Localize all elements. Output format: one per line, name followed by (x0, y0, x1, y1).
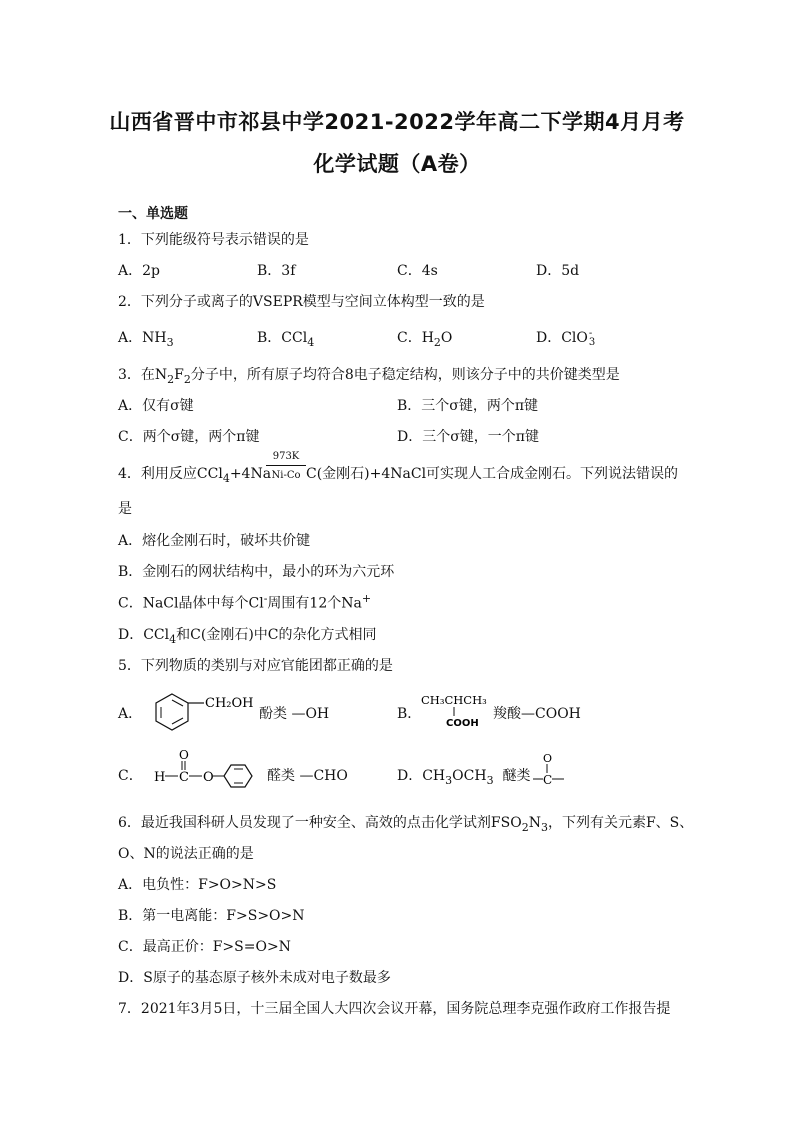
question-6-option-a: A．电负性：F>O>N>S (118, 877, 277, 893)
document-title: 山西省晋中市祁县中学2021-2022学年高二下学期4月月考 (109, 110, 685, 134)
question-5-option-b-text: 羧酸—COOH (493, 706, 581, 722)
question-6-option-d: D．S原子的基态原子核外未成对电子数最多 (118, 970, 391, 986)
ester-oxygen: O (203, 770, 214, 785)
question-6-option-c: C．最高正价：F>S=O>N (118, 939, 291, 955)
question-3-option-d: D．三个σ键，一个π键 (397, 429, 539, 445)
carbonyl-carbon: C (179, 770, 189, 785)
question-2-option-b: B．CCl$_4$ (257, 330, 315, 349)
phenyl-formate-structure (150, 746, 262, 792)
question-3-option-b: B．三个σ键，两个π键 (397, 398, 539, 414)
question-4-stem-start: 4．利用反应CCl$_4$+4Na (118, 466, 272, 485)
question-3-stem: 3．在$N_2F_2$分子中，所有原子均符合8电子稳定结构，则该分子中的共价键类型是 (118, 367, 620, 386)
question-1-option-c: C．4s (397, 263, 438, 279)
benzene-double-bond (172, 700, 183, 706)
question-1-option-d: D．5d (536, 263, 580, 279)
question-6-stem-line1: 6．最近我国科研人员发现了一种安全、高效的点击化学试剂$FSO_2N_3$，下列有关元素F、S、 (118, 815, 694, 834)
ch3chch3-group: CH₃CHCH₃ (421, 693, 487, 707)
isobutyric-acid-structure (420, 690, 492, 730)
question-7-stem: 7．2021年3月5日，十三届全国人大四次会议开幕，国务院总理李克强作政府工作报告提 (118, 1001, 671, 1017)
reaction-arrow-line (266, 465, 306, 466)
reaction-condition-arrow (266, 451, 306, 487)
reaction-temperature: 973K (272, 451, 300, 462)
benzene-double-bond (172, 718, 183, 724)
question-2-option-c: C．$H_2O$ (397, 330, 453, 349)
question-5-option-a-label: A． (118, 706, 143, 722)
question-3-option-a: A．仅有σ键 (118, 398, 194, 414)
ether-carbon: C (543, 773, 553, 787)
question-5-option-b-label: B． (397, 706, 422, 722)
question-4-stem-line2: 是 (118, 501, 132, 517)
question-5-option-c-label: C． (118, 768, 143, 784)
question-5-option-c-text: 醛类 —CHO (267, 768, 348, 784)
question-4-option-b: B．金刚石的网状结构中，最小的环为六元环 (118, 564, 395, 580)
ether-oxygen: O (543, 752, 553, 765)
question-3-option-c: C．两个σ键，两个π键 (118, 429, 260, 445)
question-4-option-a: A．熔化金刚石时，破坏共价键 (118, 533, 311, 549)
question-4-stem-end: C(金刚石)+4NaCl可实现人工合成金刚石。下列说法错误的 (306, 466, 679, 482)
question-5-option-a-text: 酚类 —OH (259, 706, 330, 722)
question-1-option-b: B．3f (257, 263, 296, 279)
reaction-catalyst: Ni-Co (271, 470, 301, 481)
question-6-stem-line2: O、N的说法正确的是 (118, 846, 254, 862)
question-2-option-a: A．$NH_3$ (118, 330, 174, 349)
ether-group-structure (530, 750, 570, 788)
benzene-ring (224, 765, 252, 787)
formyl-hydrogen: H (154, 770, 166, 785)
cooh-group: COOH (446, 718, 479, 729)
question-5-stem: 5．下列物质的类别与对应官能团都正确的是 (118, 658, 393, 674)
question-1-stem: 1．下列能级符号表示错误的是 (118, 232, 309, 248)
carbonyl-oxygen: O (179, 748, 189, 762)
question-5-option-d: D．$CH_3OCH_3$ 醚类 (397, 768, 531, 787)
question-4-option-c: C．NaCl晶体中每个Cl-周围有12个Na+ (118, 592, 372, 612)
question-4-option-d: D．CCl$_4$和C(金刚石)中C的杂化方式相同 (118, 627, 377, 646)
question-2-option-d: D．ClO- 3 (536, 328, 596, 348)
section-heading: 一、单选题 (118, 206, 188, 222)
question-6-option-b: B．第一电离能：F>S>O>N (118, 908, 305, 924)
benzyl-alcohol-structure (150, 690, 260, 732)
ch2oh-group: CH₂OH (205, 696, 254, 711)
question-1-option-a: A．2p (118, 263, 160, 279)
question-2-stem: 2．下列分子或离子的VSEPR模型与空间立体构型一致的是 (118, 294, 485, 310)
document-subtitle: 化学试题（A卷） (313, 152, 481, 176)
